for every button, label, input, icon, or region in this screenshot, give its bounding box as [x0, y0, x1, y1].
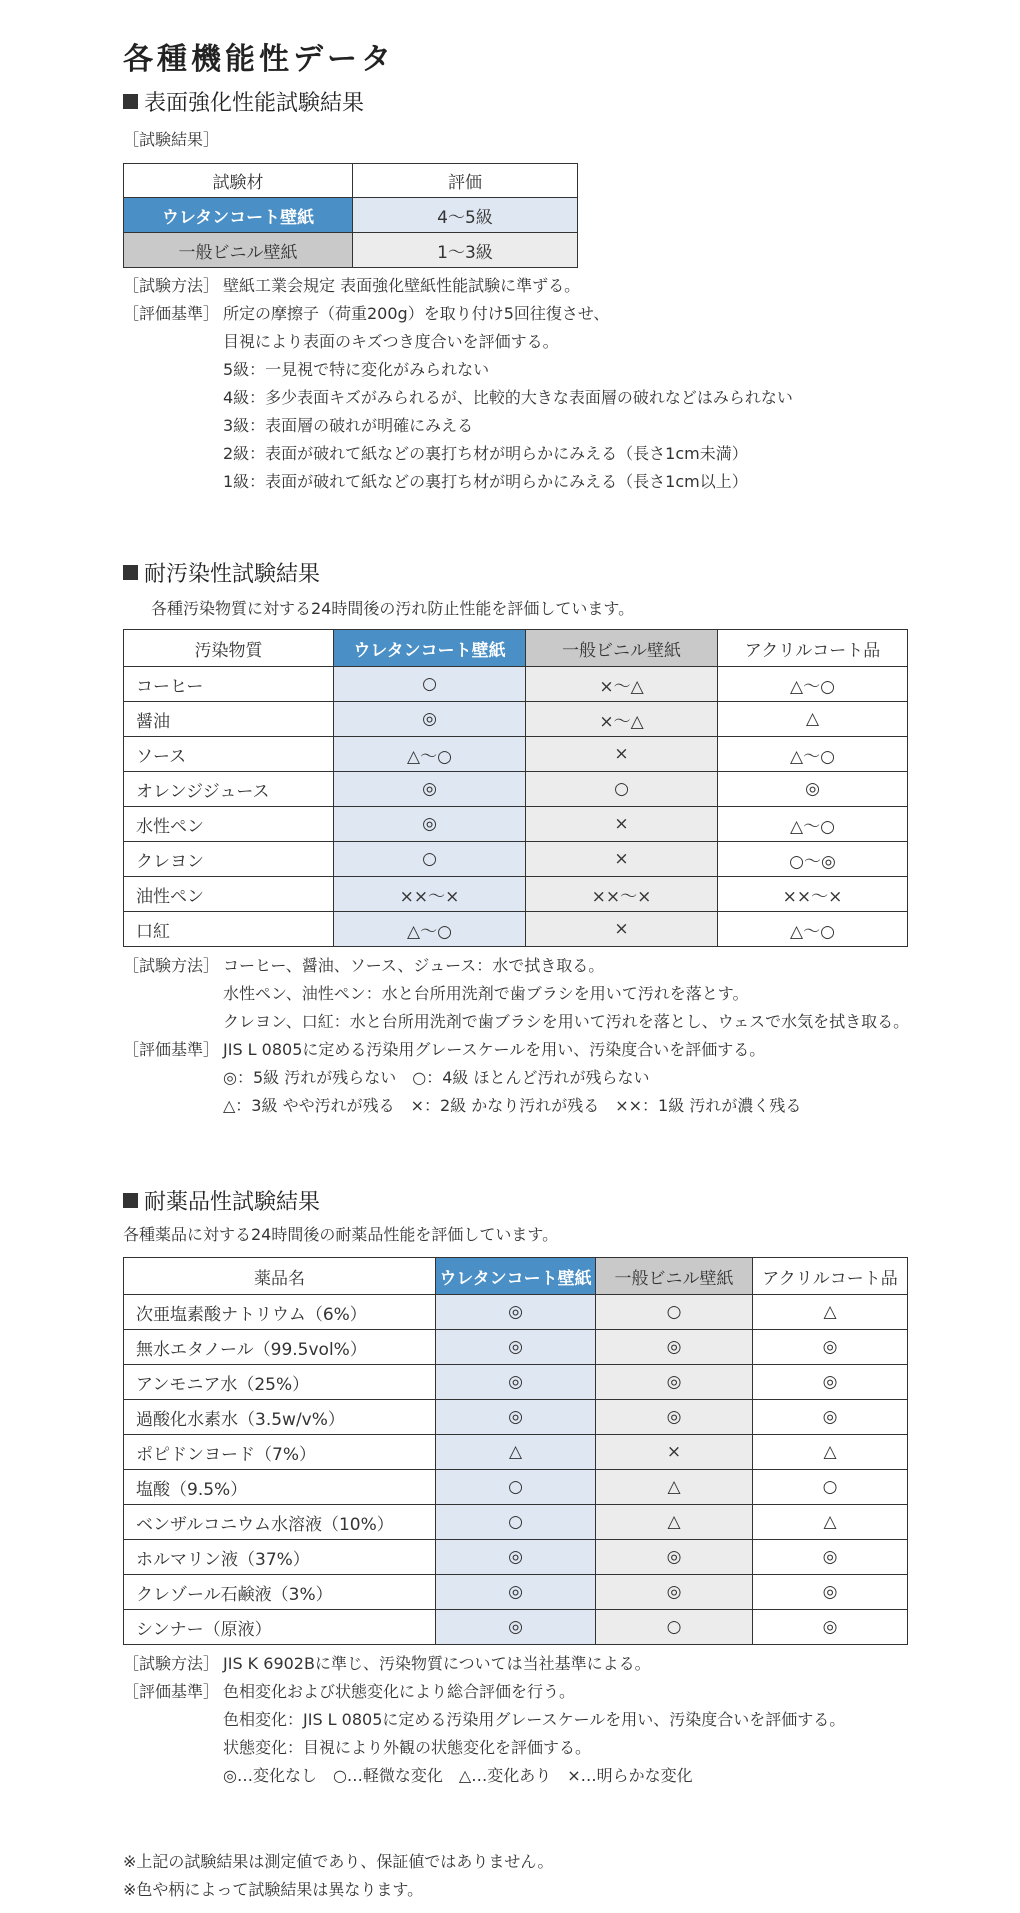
rating-cell: △～○: [334, 737, 526, 772]
section-title-surface: 表面強化性能試験結果: [123, 86, 364, 117]
rating-cell: ◎: [718, 772, 908, 807]
table-row: [124, 772, 908, 807]
note-subline: クレヨン、口紅：水と台所用洗剤で歯ブラシを用いて汚れを落とし、ウェスで水気を拭き取る。: [223, 1012, 910, 1031]
rating-cell: ×～△: [526, 667, 718, 702]
note-label: ［試験方法］: [123, 276, 220, 295]
rating-cell: ×: [526, 807, 718, 842]
rating-cell: △～○: [334, 912, 526, 947]
rating-cell: △～○: [718, 807, 908, 842]
rating-cell: △: [753, 1295, 908, 1330]
table-row: [124, 1365, 908, 1400]
material-cell: ウレタンコート壁紙: [124, 198, 353, 233]
note-label: ［試験方法］: [123, 956, 220, 975]
rating-cell: ○: [596, 1610, 753, 1645]
row-label-cell: ホルマリン液（37%）: [124, 1540, 436, 1575]
chemical-result-table: [123, 1257, 908, 1645]
material-cell: 一般ビニル壁紙: [124, 233, 353, 268]
rating-cell: △: [596, 1505, 753, 1540]
table-row: [124, 1610, 908, 1645]
note-text: 所定の摩擦子（荷重200g）を取り付け5回往復させ、: [223, 304, 610, 323]
rating-cell: ○～◎: [718, 842, 908, 877]
rating-cell: ××～×: [718, 877, 908, 912]
row-label-cell: 無水エタノール（99.5vol%）: [124, 1330, 436, 1365]
table-row: [124, 1575, 908, 1610]
row-label-cell: 水性ペン: [124, 807, 334, 842]
table-header: 汚染物質: [124, 630, 334, 667]
rating-cell: ◎: [436, 1610, 596, 1645]
rating-cell: ◎: [436, 1540, 596, 1575]
note-subline: 4級：多少表面キズがみられるが、比較的大きな表面層の破れなどはみられない: [223, 388, 793, 407]
grade-cell: 1～3級: [353, 233, 578, 268]
row-label-cell: ポピドンヨード（7%）: [124, 1435, 436, 1470]
section-title-chemical: 耐薬品性試験結果: [123, 1185, 320, 1216]
table-header: 試験材: [124, 164, 353, 198]
table-header: 評価: [353, 164, 578, 198]
table-header: 薬品名: [124, 1258, 436, 1295]
row-label-cell: クレゾール石鹸液（3%）: [124, 1575, 436, 1610]
rating-cell: ◎: [596, 1400, 753, 1435]
row-label-cell: ベンザルコニウム水溶液（10%）: [124, 1505, 436, 1540]
rating-cell: ○: [596, 1295, 753, 1330]
rating-cell: ×: [526, 842, 718, 877]
section-description: 各種薬品に対する24時間後の耐薬品性能を評価しています。: [123, 1225, 559, 1244]
row-label-cell: ソース: [124, 737, 334, 772]
rating-cell: △: [718, 702, 908, 737]
stain-result-table: [123, 629, 908, 947]
rating-cell: △: [753, 1505, 908, 1540]
note-text: JIS K 6902Bに準じ、汚染物質については当社基準による。: [223, 1654, 651, 1673]
rating-cell: ×～△: [526, 702, 718, 737]
note-subline: △：3級 やや汚れが残る ×：2級 かなり汚れが残る ××：1級 汚れが濃く残る: [223, 1096, 802, 1115]
table-row: [124, 842, 908, 877]
rating-cell: △: [436, 1435, 596, 1470]
rating-cell: ◎: [753, 1610, 908, 1645]
footnotes: [123, 1848, 1003, 1904]
row-label-cell: 醤油: [124, 702, 334, 737]
table-row: [124, 1295, 908, 1330]
note-subline: 5級：一見視で特に変化がみられない: [223, 360, 490, 379]
note-subline: 1級：表面が破れて紙などの裏打ち材が明らかにみえる（長さ1cm以上）: [223, 472, 748, 491]
rating-cell: △～○: [718, 667, 908, 702]
rating-cell: ◎: [436, 1575, 596, 1610]
rating-cell: △: [596, 1470, 753, 1505]
rating-cell: ◎: [334, 702, 526, 737]
table-row: [124, 702, 908, 737]
table-header: 一般ビニル壁紙: [596, 1258, 753, 1295]
square-bullet-icon: [123, 565, 138, 580]
rating-cell: ×: [526, 912, 718, 947]
stain-notes: [123, 952, 1013, 1120]
rating-cell: ○: [334, 842, 526, 877]
note-label: ［評価基準］: [123, 304, 220, 323]
rating-cell: ◎: [596, 1330, 753, 1365]
rating-cell: △～○: [718, 912, 908, 947]
footnote: ※上記の試験結果は測定値であり、保証値ではありません。: [123, 1852, 554, 1871]
page-title: 各種機能性データ: [123, 42, 395, 77]
note-text: 色相変化および状態変化により総合評価を行う。: [223, 1682, 576, 1701]
rating-cell: ◎: [753, 1365, 908, 1400]
rating-cell: △～○: [718, 737, 908, 772]
note-subline: 2級：表面が破れて紙などの裏打ち材が明らかにみえる（長さ1cm未満）: [223, 444, 748, 463]
square-bullet-icon: [123, 1193, 138, 1208]
table-row: [124, 1400, 908, 1435]
rating-cell: ××～×: [334, 877, 526, 912]
rating-cell: ×: [596, 1435, 753, 1470]
row-label-cell: 塩酸（9.5%）: [124, 1470, 436, 1505]
rating-cell: ○: [436, 1505, 596, 1540]
note-subline: 状態変化：目視により外観の状態変化を評価する。: [223, 1738, 592, 1757]
rating-cell: ◎: [436, 1365, 596, 1400]
row-label-cell: コーヒー: [124, 667, 334, 702]
table-header: ウレタンコート壁紙: [334, 630, 526, 667]
grade-cell: 4～5級: [353, 198, 578, 233]
rating-cell: ◎: [436, 1295, 596, 1330]
note-text: JIS L 0805に定める汚染用グレースケールを用い、汚染度合いを評価する。: [223, 1040, 766, 1059]
note-subline: 水性ペン、油性ペン：水と台所用洗剤で歯ブラシを用いて汚れを落とす。: [223, 984, 749, 1003]
rating-cell: △: [753, 1435, 908, 1470]
rating-cell: ×: [526, 737, 718, 772]
rating-cell: ◎: [436, 1400, 596, 1435]
table-row: [124, 1505, 908, 1540]
footnote: ※色や柄によって試験結果は異なります。: [123, 1880, 424, 1899]
row-label-cell: シンナー（原液）: [124, 1610, 436, 1645]
rating-cell: ◎: [596, 1575, 753, 1610]
row-label-cell: 油性ペン: [124, 877, 334, 912]
rating-cell: ◎: [436, 1330, 596, 1365]
row-label-cell: アンモニア水（25%）: [124, 1365, 436, 1400]
rating-cell: ◎: [753, 1330, 908, 1365]
table-row: [124, 1470, 908, 1505]
note-subline: ◎…変化なし ○…軽微な変化 △…変化あり ×…明らかな変化: [223, 1766, 693, 1785]
note-subline: ◎：5級 汚れが残らない ○：4級 ほとんど汚れが残らない: [223, 1068, 650, 1087]
row-label-cell: オレンジジュース: [124, 772, 334, 807]
surface-notes: [123, 272, 1003, 496]
section-title-stain: 耐汚染性試験結果: [123, 557, 320, 588]
table-header: アクリルコート品: [753, 1258, 908, 1295]
rating-cell: ◎: [334, 772, 526, 807]
rating-cell: ××～×: [526, 877, 718, 912]
rating-cell: ○: [334, 667, 526, 702]
table-row: [124, 877, 908, 912]
rating-cell: ◎: [753, 1540, 908, 1575]
table-header: アクリルコート品: [718, 630, 908, 667]
table-row: [124, 1435, 908, 1470]
table-row: [124, 912, 908, 947]
table-row: [124, 1540, 908, 1575]
table-row: [124, 1330, 908, 1365]
rating-cell: ○: [526, 772, 718, 807]
rating-cell: ◎: [753, 1400, 908, 1435]
note-text: コーヒー、醤油、ソース、ジュース：水で拭き取る。: [223, 956, 605, 975]
row-label-cell: 口紅: [124, 912, 334, 947]
note-subline: 3級：表面層の破れが明確にみえる: [223, 416, 474, 435]
note-subline: 色相変化：JIS L 0805に定める汚染用グレースケールを用い、汚染度合いを評価する。: [223, 1710, 846, 1729]
table-header: 一般ビニル壁紙: [526, 630, 718, 667]
rating-cell: ◎: [596, 1540, 753, 1575]
rating-cell: ○: [753, 1470, 908, 1505]
table-row: [124, 667, 908, 702]
row-label-cell: 過酸化水素水（3.5w/v%）: [124, 1400, 436, 1435]
chemical-notes: [123, 1650, 1013, 1790]
table-header: ウレタンコート壁紙: [436, 1258, 596, 1295]
table-row: [124, 737, 908, 772]
row-label-cell: 次亜塩素酸ナトリウム（6%）: [124, 1295, 436, 1330]
square-bullet-icon: [123, 94, 138, 109]
result-label: ［試験結果］: [123, 130, 220, 149]
section-description: 各種汚染物質に対する24時間後の汚れ防止性能を評価しています。: [151, 599, 635, 618]
note-subline: 目視により表面のキズつき度合いを評価する。: [223, 332, 559, 351]
rating-cell: ◎: [334, 807, 526, 842]
rating-cell: ◎: [596, 1365, 753, 1400]
rating-cell: ○: [436, 1470, 596, 1505]
row-label-cell: クレヨン: [124, 842, 334, 877]
note-label: ［試験方法］: [123, 1654, 220, 1673]
note-label: ［評価基準］: [123, 1040, 220, 1059]
surface-result-table: [123, 163, 578, 268]
table-row: [124, 807, 908, 842]
rating-cell: ◎: [753, 1575, 908, 1610]
note-text: 壁紙工業会規定 表面強化壁紙性能試験に準ずる。: [223, 276, 581, 295]
note-label: ［評価基準］: [123, 1682, 220, 1701]
